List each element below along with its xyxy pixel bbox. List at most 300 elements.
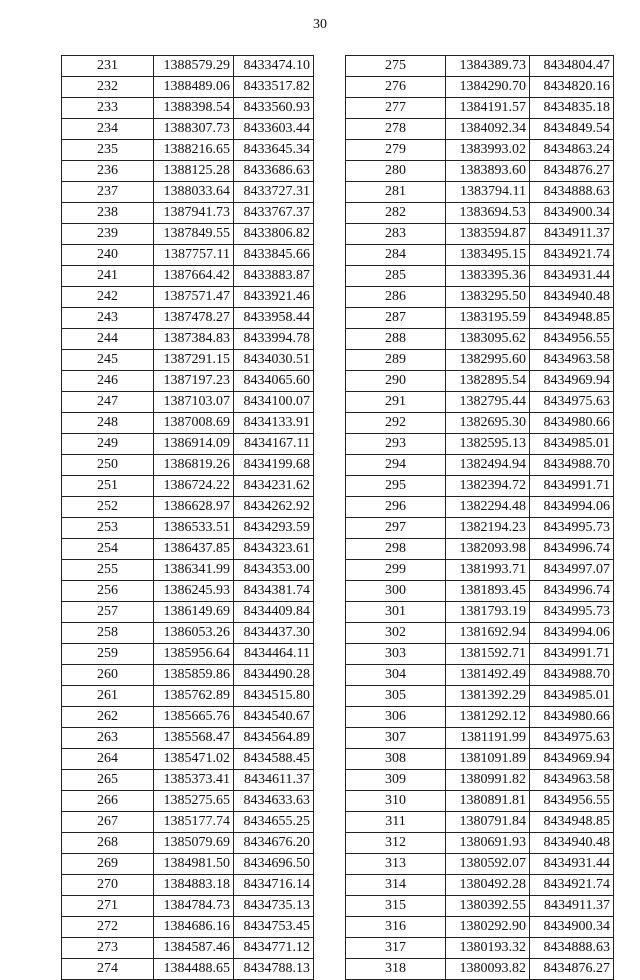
point-number-cell: 259 bbox=[62, 644, 154, 665]
table-row bbox=[346, 959, 614, 980]
x-coordinate-cell: 1381492.49 bbox=[446, 665, 530, 686]
y-coordinate-cell: 8434381.74 bbox=[234, 581, 314, 602]
x-coordinate-cell: 1385177.74 bbox=[154, 812, 234, 833]
table-row bbox=[62, 182, 314, 203]
y-coordinate-cell: 8434876.27 bbox=[530, 959, 614, 980]
x-coordinate-cell: 1382795.44 bbox=[446, 392, 530, 413]
x-coordinate-cell: 1382595.13 bbox=[446, 434, 530, 455]
y-coordinate-cell: 8433686.63 bbox=[234, 161, 314, 182]
table-row bbox=[346, 812, 614, 833]
table-row bbox=[62, 476, 314, 497]
y-coordinate-cell: 8434100.07 bbox=[234, 392, 314, 413]
y-coordinate-cell: 8434994.06 bbox=[530, 623, 614, 644]
point-number-cell: 274 bbox=[62, 959, 154, 980]
table-row bbox=[62, 413, 314, 434]
point-number-cell: 260 bbox=[62, 665, 154, 686]
table-row bbox=[62, 140, 314, 161]
table-row bbox=[346, 98, 614, 119]
x-coordinate-cell: 1387291.15 bbox=[154, 350, 234, 371]
table-row bbox=[62, 875, 314, 896]
x-coordinate-cell: 1385665.76 bbox=[154, 707, 234, 728]
table-row bbox=[346, 140, 614, 161]
x-coordinate-cell: 1387478.27 bbox=[154, 308, 234, 329]
x-coordinate-cell: 1382194.23 bbox=[446, 518, 530, 539]
x-coordinate-cell: 1386341.99 bbox=[154, 560, 234, 581]
y-coordinate-cell: 8434588.45 bbox=[234, 749, 314, 770]
x-coordinate-cell: 1382695.30 bbox=[446, 413, 530, 434]
point-number-cell: 262 bbox=[62, 707, 154, 728]
x-coordinate-cell: 1388125.28 bbox=[154, 161, 234, 182]
point-number-cell: 297 bbox=[346, 518, 446, 539]
table-row bbox=[62, 896, 314, 917]
point-number-cell: 252 bbox=[62, 497, 154, 518]
table-row bbox=[346, 350, 614, 371]
y-coordinate-cell: 8434991.71 bbox=[530, 476, 614, 497]
point-number-cell: 246 bbox=[62, 371, 154, 392]
x-coordinate-cell: 1388398.54 bbox=[154, 98, 234, 119]
table-row bbox=[62, 917, 314, 938]
x-coordinate-cell: 1381392.29 bbox=[446, 686, 530, 707]
point-number-cell: 282 bbox=[346, 203, 446, 224]
point-number-cell: 300 bbox=[346, 581, 446, 602]
table-row bbox=[346, 707, 614, 728]
x-coordinate-cell: 1380292.90 bbox=[446, 917, 530, 938]
y-coordinate-cell: 8434931.44 bbox=[530, 854, 614, 875]
y-coordinate-cell: 8434921.74 bbox=[530, 245, 614, 266]
point-number-cell: 266 bbox=[62, 791, 154, 812]
y-coordinate-cell: 8434888.63 bbox=[530, 182, 614, 203]
x-coordinate-cell: 1384488.65 bbox=[154, 959, 234, 980]
point-number-cell: 241 bbox=[62, 266, 154, 287]
table-row bbox=[62, 434, 314, 455]
table-row bbox=[62, 833, 314, 854]
table-row bbox=[62, 707, 314, 728]
y-coordinate-cell: 8434633.63 bbox=[234, 791, 314, 812]
table-row bbox=[62, 560, 314, 581]
point-number-cell: 261 bbox=[62, 686, 154, 707]
table-row bbox=[62, 854, 314, 875]
point-number-cell: 311 bbox=[346, 812, 446, 833]
table-row bbox=[346, 539, 614, 560]
y-coordinate-cell: 8434788.13 bbox=[234, 959, 314, 980]
table-row bbox=[346, 896, 614, 917]
x-coordinate-cell: 1382294.48 bbox=[446, 497, 530, 518]
point-number-cell: 247 bbox=[62, 392, 154, 413]
y-coordinate-cell: 8434963.58 bbox=[530, 350, 614, 371]
x-coordinate-cell: 1388033.64 bbox=[154, 182, 234, 203]
point-number-cell: 312 bbox=[346, 833, 446, 854]
point-number-cell: 279 bbox=[346, 140, 446, 161]
x-coordinate-cell: 1386628.97 bbox=[154, 497, 234, 518]
x-coordinate-cell: 1384883.18 bbox=[154, 875, 234, 896]
table-row bbox=[346, 665, 614, 686]
x-coordinate-cell: 1387384.83 bbox=[154, 329, 234, 350]
x-coordinate-cell: 1384191.57 bbox=[446, 98, 530, 119]
table-row bbox=[62, 308, 314, 329]
x-coordinate-cell: 1387197.23 bbox=[154, 371, 234, 392]
y-coordinate-cell: 8434888.63 bbox=[530, 938, 614, 959]
table-row bbox=[62, 287, 314, 308]
x-coordinate-cell: 1383893.60 bbox=[446, 161, 530, 182]
point-number-cell: 317 bbox=[346, 938, 446, 959]
y-coordinate-cell: 8434676.20 bbox=[234, 833, 314, 854]
point-number-cell: 235 bbox=[62, 140, 154, 161]
y-coordinate-cell: 8433645.34 bbox=[234, 140, 314, 161]
page-number: 30 bbox=[313, 17, 327, 32]
x-coordinate-cell: 1383295.50 bbox=[446, 287, 530, 308]
point-number-cell: 313 bbox=[346, 854, 446, 875]
x-coordinate-cell: 1383993.02 bbox=[446, 140, 530, 161]
point-number-cell: 268 bbox=[62, 833, 154, 854]
y-coordinate-cell: 8433603.44 bbox=[234, 119, 314, 140]
x-coordinate-cell: 1385568.47 bbox=[154, 728, 234, 749]
point-number-cell: 305 bbox=[346, 686, 446, 707]
table-row bbox=[346, 728, 614, 749]
point-number-cell: 306 bbox=[346, 707, 446, 728]
y-coordinate-cell: 8433517.82 bbox=[234, 77, 314, 98]
y-coordinate-cell: 8433560.93 bbox=[234, 98, 314, 119]
y-coordinate-cell: 8433474.10 bbox=[234, 56, 314, 77]
x-coordinate-cell: 1384587.46 bbox=[154, 938, 234, 959]
x-coordinate-cell: 1381893.45 bbox=[446, 581, 530, 602]
point-number-cell: 240 bbox=[62, 245, 154, 266]
y-coordinate-cell: 8434835.18 bbox=[530, 98, 614, 119]
point-number-cell: 255 bbox=[62, 560, 154, 581]
table-row bbox=[346, 413, 614, 434]
point-number-cell: 292 bbox=[346, 413, 446, 434]
coordinates-table-right bbox=[345, 55, 614, 980]
point-number-cell: 272 bbox=[62, 917, 154, 938]
x-coordinate-cell: 1380492.28 bbox=[446, 875, 530, 896]
point-number-cell: 299 bbox=[346, 560, 446, 581]
y-coordinate-cell: 8434900.34 bbox=[530, 203, 614, 224]
y-coordinate-cell: 8434437.30 bbox=[234, 623, 314, 644]
y-coordinate-cell: 8434065.60 bbox=[234, 371, 314, 392]
table-row bbox=[62, 686, 314, 707]
y-coordinate-cell: 8434863.24 bbox=[530, 140, 614, 161]
point-number-cell: 285 bbox=[346, 266, 446, 287]
y-coordinate-cell: 8434996.74 bbox=[530, 581, 614, 602]
coordinates-table-left bbox=[61, 55, 314, 980]
table-row bbox=[62, 665, 314, 686]
y-coordinate-cell: 8434985.01 bbox=[530, 434, 614, 455]
table-row bbox=[62, 371, 314, 392]
x-coordinate-cell: 1386053.26 bbox=[154, 623, 234, 644]
y-coordinate-cell: 8434948.85 bbox=[530, 308, 614, 329]
table-row bbox=[346, 161, 614, 182]
table-row bbox=[346, 623, 614, 644]
table-row bbox=[62, 266, 314, 287]
point-number-cell: 236 bbox=[62, 161, 154, 182]
table-row bbox=[62, 728, 314, 749]
table-row bbox=[346, 476, 614, 497]
point-number-cell: 248 bbox=[62, 413, 154, 434]
point-number-cell: 275 bbox=[346, 56, 446, 77]
y-coordinate-cell: 8434540.67 bbox=[234, 707, 314, 728]
y-coordinate-cell: 8434963.58 bbox=[530, 770, 614, 791]
table-row bbox=[62, 812, 314, 833]
y-coordinate-cell: 8434980.66 bbox=[530, 413, 614, 434]
y-coordinate-cell: 8434753.45 bbox=[234, 917, 314, 938]
y-coordinate-cell: 8434975.63 bbox=[530, 728, 614, 749]
point-number-cell: 286 bbox=[346, 287, 446, 308]
point-number-cell: 276 bbox=[346, 77, 446, 98]
point-number-cell: 309 bbox=[346, 770, 446, 791]
table-row bbox=[346, 497, 614, 518]
point-number-cell: 232 bbox=[62, 77, 154, 98]
point-number-cell: 303 bbox=[346, 644, 446, 665]
point-number-cell: 298 bbox=[346, 539, 446, 560]
y-coordinate-cell: 8434735.13 bbox=[234, 896, 314, 917]
table-row bbox=[346, 602, 614, 623]
point-number-cell: 239 bbox=[62, 224, 154, 245]
y-coordinate-cell: 8434409.84 bbox=[234, 602, 314, 623]
point-number-cell: 237 bbox=[62, 182, 154, 203]
point-number-cell: 288 bbox=[346, 329, 446, 350]
y-coordinate-cell: 8433994.78 bbox=[234, 329, 314, 350]
point-number-cell: 301 bbox=[346, 602, 446, 623]
table-row bbox=[62, 644, 314, 665]
x-coordinate-cell: 1382494.94 bbox=[446, 455, 530, 476]
table-row bbox=[346, 455, 614, 476]
point-number-cell: 256 bbox=[62, 581, 154, 602]
table-row bbox=[346, 77, 614, 98]
point-number-cell: 302 bbox=[346, 623, 446, 644]
y-coordinate-cell: 8434956.55 bbox=[530, 329, 614, 350]
x-coordinate-cell: 1386533.51 bbox=[154, 518, 234, 539]
point-number-cell: 293 bbox=[346, 434, 446, 455]
y-coordinate-cell: 8434975.63 bbox=[530, 392, 614, 413]
point-number-cell: 245 bbox=[62, 350, 154, 371]
point-number-cell: 287 bbox=[346, 308, 446, 329]
point-number-cell: 318 bbox=[346, 959, 446, 980]
x-coordinate-cell: 1384389.73 bbox=[446, 56, 530, 77]
y-coordinate-cell: 8434876.27 bbox=[530, 161, 614, 182]
table-row bbox=[62, 581, 314, 602]
point-number-cell: 253 bbox=[62, 518, 154, 539]
y-coordinate-cell: 8434820.16 bbox=[530, 77, 614, 98]
y-coordinate-cell: 8434490.28 bbox=[234, 665, 314, 686]
x-coordinate-cell: 1387941.73 bbox=[154, 203, 234, 224]
x-coordinate-cell: 1387664.42 bbox=[154, 266, 234, 287]
x-coordinate-cell: 1384981.50 bbox=[154, 854, 234, 875]
table-row bbox=[62, 455, 314, 476]
x-coordinate-cell: 1385373.41 bbox=[154, 770, 234, 791]
point-number-cell: 316 bbox=[346, 917, 446, 938]
x-coordinate-cell: 1383395.36 bbox=[446, 266, 530, 287]
y-coordinate-cell: 8434771.12 bbox=[234, 938, 314, 959]
x-coordinate-cell: 1383694.53 bbox=[446, 203, 530, 224]
table-row bbox=[62, 98, 314, 119]
point-number-cell: 264 bbox=[62, 749, 154, 770]
table-row bbox=[346, 917, 614, 938]
table-row bbox=[346, 644, 614, 665]
x-coordinate-cell: 1386914.09 bbox=[154, 434, 234, 455]
y-coordinate-cell: 8434991.71 bbox=[530, 644, 614, 665]
point-number-cell: 263 bbox=[62, 728, 154, 749]
x-coordinate-cell: 1387849.55 bbox=[154, 224, 234, 245]
table-row bbox=[346, 329, 614, 350]
table-row bbox=[346, 245, 614, 266]
x-coordinate-cell: 1384092.34 bbox=[446, 119, 530, 140]
y-coordinate-cell: 8434133.91 bbox=[234, 413, 314, 434]
table-row bbox=[346, 581, 614, 602]
x-coordinate-cell: 1388216.65 bbox=[154, 140, 234, 161]
point-number-cell: 244 bbox=[62, 329, 154, 350]
point-number-cell: 289 bbox=[346, 350, 446, 371]
table-row bbox=[62, 329, 314, 350]
y-coordinate-cell: 8433806.82 bbox=[234, 224, 314, 245]
y-coordinate-cell: 8434911.37 bbox=[530, 896, 614, 917]
x-coordinate-cell: 1386724.22 bbox=[154, 476, 234, 497]
y-coordinate-cell: 8434948.85 bbox=[530, 812, 614, 833]
table-row bbox=[62, 224, 314, 245]
y-coordinate-cell: 8434900.34 bbox=[530, 917, 614, 938]
x-coordinate-cell: 1382093.98 bbox=[446, 539, 530, 560]
point-number-cell: 249 bbox=[62, 434, 154, 455]
point-number-cell: 295 bbox=[346, 476, 446, 497]
y-coordinate-cell: 8434969.94 bbox=[530, 749, 614, 770]
table-row bbox=[346, 266, 614, 287]
point-number-cell: 277 bbox=[346, 98, 446, 119]
table-row bbox=[346, 182, 614, 203]
x-coordinate-cell: 1384784.73 bbox=[154, 896, 234, 917]
y-coordinate-cell: 8434969.94 bbox=[530, 371, 614, 392]
table-row bbox=[62, 497, 314, 518]
x-coordinate-cell: 1381091.89 bbox=[446, 749, 530, 770]
y-coordinate-cell: 8434921.74 bbox=[530, 875, 614, 896]
table-row bbox=[62, 539, 314, 560]
table-row bbox=[62, 203, 314, 224]
x-coordinate-cell: 1383095.62 bbox=[446, 329, 530, 350]
y-coordinate-cell: 8434995.73 bbox=[530, 518, 614, 539]
table-row bbox=[62, 959, 314, 980]
y-coordinate-cell: 8434696.50 bbox=[234, 854, 314, 875]
table-row bbox=[346, 119, 614, 140]
x-coordinate-cell: 1380093.82 bbox=[446, 959, 530, 980]
y-coordinate-cell: 8434985.01 bbox=[530, 686, 614, 707]
point-number-cell: 291 bbox=[346, 392, 446, 413]
x-coordinate-cell: 1381191.99 bbox=[446, 728, 530, 749]
x-coordinate-cell: 1380891.81 bbox=[446, 791, 530, 812]
point-number-cell: 280 bbox=[346, 161, 446, 182]
table-row bbox=[62, 119, 314, 140]
y-coordinate-cell: 8434980.66 bbox=[530, 707, 614, 728]
y-coordinate-cell: 8434911.37 bbox=[530, 224, 614, 245]
x-coordinate-cell: 1386245.93 bbox=[154, 581, 234, 602]
table-row bbox=[346, 392, 614, 413]
point-number-cell: 254 bbox=[62, 539, 154, 560]
table-row bbox=[62, 518, 314, 539]
x-coordinate-cell: 1382895.54 bbox=[446, 371, 530, 392]
y-coordinate-cell: 8434849.54 bbox=[530, 119, 614, 140]
point-number-cell: 294 bbox=[346, 455, 446, 476]
table-row bbox=[346, 224, 614, 245]
y-coordinate-cell: 8434996.74 bbox=[530, 539, 614, 560]
x-coordinate-cell: 1384290.70 bbox=[446, 77, 530, 98]
x-coordinate-cell: 1381793.19 bbox=[446, 602, 530, 623]
x-coordinate-cell: 1388579.29 bbox=[154, 56, 234, 77]
table-row bbox=[62, 623, 314, 644]
point-number-cell: 269 bbox=[62, 854, 154, 875]
table-row bbox=[346, 875, 614, 896]
y-coordinate-cell: 8434231.62 bbox=[234, 476, 314, 497]
x-coordinate-cell: 1385762.89 bbox=[154, 686, 234, 707]
y-coordinate-cell: 8434994.06 bbox=[530, 497, 614, 518]
table-row bbox=[62, 161, 314, 182]
x-coordinate-cell: 1386437.85 bbox=[154, 539, 234, 560]
y-coordinate-cell: 8434804.47 bbox=[530, 56, 614, 77]
table-row bbox=[346, 287, 614, 308]
table-row bbox=[346, 938, 614, 959]
table-row bbox=[346, 833, 614, 854]
table-row bbox=[62, 602, 314, 623]
table-row bbox=[62, 350, 314, 371]
point-number-cell: 290 bbox=[346, 371, 446, 392]
x-coordinate-cell: 1382394.72 bbox=[446, 476, 530, 497]
x-coordinate-cell: 1387757.11 bbox=[154, 245, 234, 266]
table-row bbox=[62, 938, 314, 959]
y-coordinate-cell: 8434940.48 bbox=[530, 833, 614, 854]
y-coordinate-cell: 8434564.89 bbox=[234, 728, 314, 749]
y-coordinate-cell: 8434167.11 bbox=[234, 434, 314, 455]
y-coordinate-cell: 8434353.00 bbox=[234, 560, 314, 581]
table-row bbox=[346, 308, 614, 329]
table-row bbox=[62, 791, 314, 812]
point-number-cell: 270 bbox=[62, 875, 154, 896]
table-row bbox=[346, 686, 614, 707]
point-number-cell: 233 bbox=[62, 98, 154, 119]
point-number-cell: 242 bbox=[62, 287, 154, 308]
table-row bbox=[62, 770, 314, 791]
point-number-cell: 238 bbox=[62, 203, 154, 224]
x-coordinate-cell: 1382995.60 bbox=[446, 350, 530, 371]
table-row bbox=[346, 371, 614, 392]
table-row bbox=[62, 245, 314, 266]
x-coordinate-cell: 1380991.82 bbox=[446, 770, 530, 791]
x-coordinate-cell: 1385859.86 bbox=[154, 665, 234, 686]
point-number-cell: 281 bbox=[346, 182, 446, 203]
point-number-cell: 307 bbox=[346, 728, 446, 749]
y-coordinate-cell: 8433767.37 bbox=[234, 203, 314, 224]
point-number-cell: 231 bbox=[62, 56, 154, 77]
table-row bbox=[346, 770, 614, 791]
y-coordinate-cell: 8434323.61 bbox=[234, 539, 314, 560]
point-number-cell: 273 bbox=[62, 938, 154, 959]
x-coordinate-cell: 1383794.11 bbox=[446, 182, 530, 203]
y-coordinate-cell: 8434716.14 bbox=[234, 875, 314, 896]
point-number-cell: 251 bbox=[62, 476, 154, 497]
x-coordinate-cell: 1381292.12 bbox=[446, 707, 530, 728]
y-coordinate-cell: 8434956.55 bbox=[530, 791, 614, 812]
x-coordinate-cell: 1381993.71 bbox=[446, 560, 530, 581]
y-coordinate-cell: 8434611.37 bbox=[234, 770, 314, 791]
table-row bbox=[346, 560, 614, 581]
table-row bbox=[346, 434, 614, 455]
x-coordinate-cell: 1387103.07 bbox=[154, 392, 234, 413]
x-coordinate-cell: 1387008.69 bbox=[154, 413, 234, 434]
point-number-cell: 284 bbox=[346, 245, 446, 266]
point-number-cell: 278 bbox=[346, 119, 446, 140]
y-coordinate-cell: 8434940.48 bbox=[530, 287, 614, 308]
point-number-cell: 308 bbox=[346, 749, 446, 770]
y-coordinate-cell: 8434995.73 bbox=[530, 602, 614, 623]
point-number-cell: 304 bbox=[346, 665, 446, 686]
point-number-cell: 257 bbox=[62, 602, 154, 623]
y-coordinate-cell: 8434997.07 bbox=[530, 560, 614, 581]
y-coordinate-cell: 8434988.70 bbox=[530, 665, 614, 686]
y-coordinate-cell: 8434515.80 bbox=[234, 686, 314, 707]
